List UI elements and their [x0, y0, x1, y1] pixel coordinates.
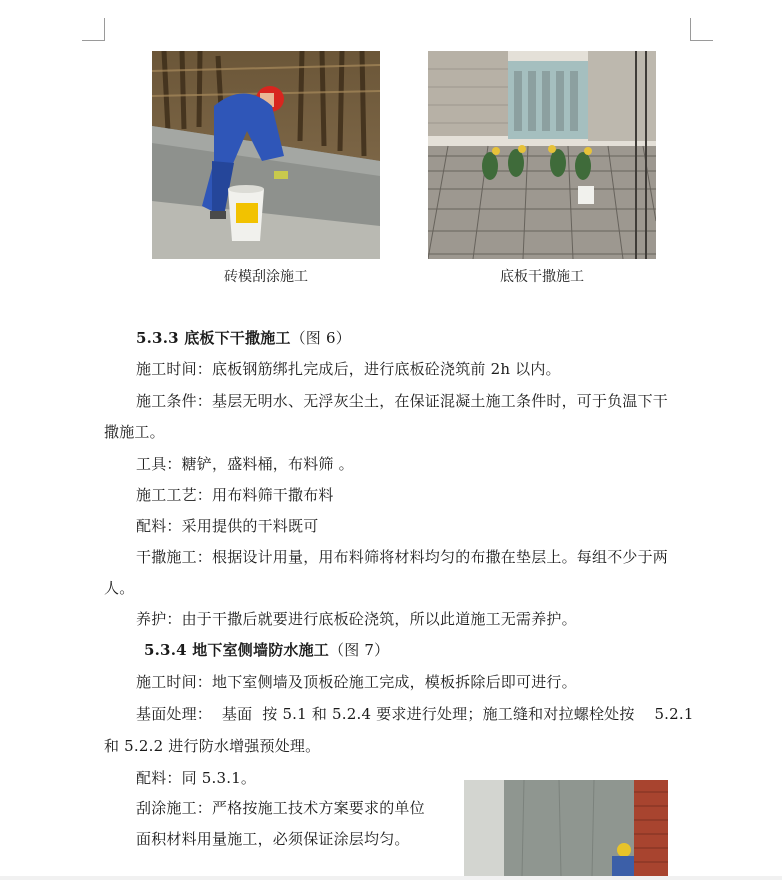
paragraph-construction-time: 施工时间：底板钢筋绑扎完成后，进行底板砼浇筑前 2h 以内。	[136, 360, 561, 378]
paragraph-wall-construction-time: 施工时间：地下室侧墙及顶板砼施工完成，模板拆除后即可进行。	[136, 673, 577, 691]
heading-title: 底板下干撒施工	[184, 329, 291, 347]
section-heading-5-3-4	[144, 639, 389, 660]
crop-mark-top-right	[690, 18, 713, 41]
paragraph-curing: 养护：由于干撒后就要进行底板砼浇筑，所以此道施工无需养护。	[136, 610, 577, 628]
paragraph-tools: 工具：糖铲，盛料桶，布料筛 。	[136, 455, 354, 473]
figure-reference: （图 7）	[329, 641, 390, 659]
heading-number: 5.3.3	[136, 329, 179, 347]
crop-mark-top-left	[82, 18, 105, 41]
paragraph-process: 施工工艺：用布料筛干撒布料	[136, 486, 334, 504]
heading-number: 5.3.4	[144, 641, 187, 659]
heading-title: 地下室侧墙防水施工	[192, 641, 330, 659]
paragraph-scrape-coating: 刮涂施工：严格按施工技术方案要求的单位	[136, 799, 425, 817]
paragraph-dry-spreading: 干撒施工：根据设计用量，用布料筛将材料均匀的布撒在垫层上。每组不少于两	[136, 548, 669, 566]
paragraph-construction-condition: 施工条件：基层无明水、无浮灰尘土，在保证混凝土施工条件时，可于负温下干	[136, 392, 669, 410]
figure-caption-brick-form: 砖模刮涂施工	[224, 269, 308, 285]
paragraph-material: 配料：采用提供的干料既可	[136, 517, 319, 535]
photo-floor-dry-spreading	[428, 51, 656, 259]
paragraph-base-treatment: 基面处理： 基面 按 5.1 和 5.2.4 要求进行处理；施工缝和对拉螺栓处按 5.2.1	[136, 705, 694, 723]
paragraph-construction-condition-cont: 撒施工。	[104, 423, 165, 441]
figure-caption-floor-spreading: 底板干撒施工	[500, 269, 584, 285]
photo-brick-form-coating	[152, 51, 380, 259]
paragraph-dry-spreading-cont: 人。	[104, 579, 135, 597]
page-bottom-edge	[0, 876, 782, 880]
photo-basement-wall-coating	[464, 780, 668, 876]
paragraph-wall-material: 配料：同 5.3.1。	[136, 769, 257, 787]
paragraph-base-treatment-cont: 和 5.2.2 进行防水增强预处理。	[104, 737, 321, 755]
paragraph-scrape-coating-cont: 面积材料用量施工，必须保证涂层均匀。	[136, 830, 410, 848]
section-heading-5-3-3	[136, 327, 351, 348]
figure-reference: （图 6）	[290, 329, 351, 347]
